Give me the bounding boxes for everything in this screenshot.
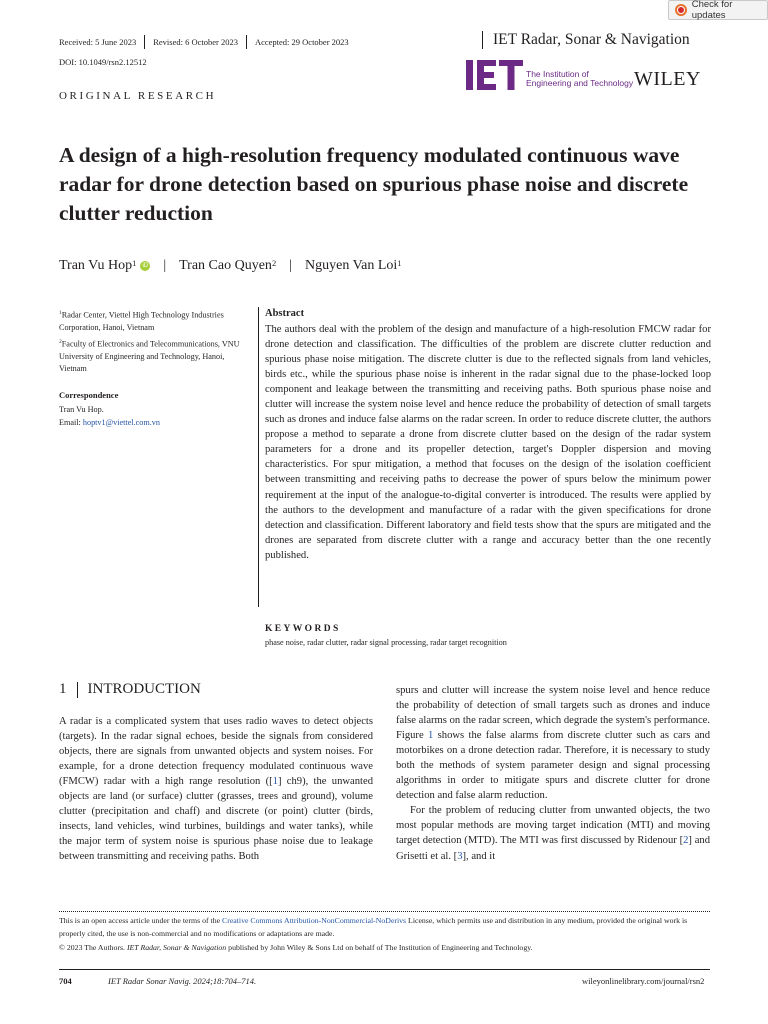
author-affiliation-mark: 1 xyxy=(132,258,137,268)
publisher-logo: WILEY xyxy=(634,68,701,90)
email-link[interactable]: hoptv1@viettel.com.vn xyxy=(82,418,160,427)
license-note xyxy=(59,915,711,940)
abstract-divider xyxy=(258,307,259,607)
iet-logo-line2: Engineering and Technology xyxy=(526,77,634,88)
correspondence-heading: Correspondence xyxy=(59,390,119,400)
journal-url[interactable]: wileyonlinelibrary.com/journal/rsn2 xyxy=(582,976,705,986)
iet-logo-text xyxy=(526,70,633,88)
abstract-text: The authors deal with the problem of the design and manufacture of a high-resolution FMCW radar for drone detection and classification. The difficulties of the problem are discrete clutter reduction and spurious phase noise mitigation. The discrete clutter is due to the reflected signals from land vehicles, birds etc., while the spurious phase noise is inherent in the radar signal due to the phase-locked loop component and leakage between the transmitting and receiving paths. Both spurious phase noise and clutter will increase the system noise level and hence reduce the probability of detection of small targets such as drones and induce false alarms on the radar screen. In order to reduce discrete clutter, the authors propose a method to separate a drone from discrete clutter based on the design of the radar system parameters for a drone and its propeller detection, target's Doppler dispersion and moving characteristics. For spur mitigation, a method that focuses on the design of the isolation coefficient between transmitting and receiving paths to decrease the power of spurs below the minimum power requirement at the input of the analogue-to-digital converter is introduced. The results were applied by the authors to the development and manufacture of a radar with the given specifications for drone detection and classification. Different laboratory and field tests show that the spurs are mitigated and the drones are separated from discrete clutter with a range and accuracy better than the one recently published. xyxy=(265,324,711,561)
affiliation-mark: 2 xyxy=(59,339,62,345)
affiliation xyxy=(59,336,249,375)
body-column-right xyxy=(396,683,710,864)
section-number: 1 xyxy=(59,681,67,697)
article-title: A design of a high-resolution frequency modulated continuous wave radar for drone detection based on spurious phase noise and discrete clutter reduction xyxy=(59,143,689,225)
body-text: ] ch9), the unwanted objects are land (or surface) clutter (grasses, trees and ground), volume clutter (precipitation and chaff) and discrete (or point) clutter (birds, insects, land vehicles, wind turbines, buildings and water tanks), while the major term of system noise is spurious phase noise due to leakage between transmitting and receiving paths. Both xyxy=(59,776,373,863)
author-affiliation-mark: 1 xyxy=(397,258,402,268)
body-column-left xyxy=(59,714,373,864)
journal-divider xyxy=(482,31,483,49)
journal-name xyxy=(482,31,690,49)
citation-link[interactable]: 2 xyxy=(683,835,689,847)
body-paragraph xyxy=(59,714,373,864)
body-paragraph xyxy=(396,803,710,863)
citation-text: IET Radar Sonar Navig. 2024;18:704–714. xyxy=(108,976,257,986)
page-number: 704 xyxy=(59,976,72,986)
revised-date: Revised: 6 October 2023 xyxy=(153,37,238,47)
copyright-text: published by John Wiley & Sons Ltd on behalf of The Institution of Engineering and Technology. xyxy=(226,943,533,952)
date-divider xyxy=(144,35,145,49)
license-text: This is an open access article under the terms of the xyxy=(59,916,223,925)
section-heading xyxy=(59,681,201,698)
affiliation-text: Faculty of Electronics and Telecommunications, VNU University of Engineering and Technology, Hanoi, Vietnam xyxy=(59,339,240,373)
section-title: INTRODUCTION xyxy=(87,681,201,697)
body-text: ] and Grisetti et al. [ xyxy=(396,835,710,862)
section-divider xyxy=(77,682,78,698)
author-list xyxy=(59,258,402,274)
crossmark-icon xyxy=(675,4,687,16)
body-paragraph xyxy=(396,683,710,803)
copyright-text: © 2023 The Authors. xyxy=(59,943,127,952)
author-name[interactable]: Tran Cao Quyen xyxy=(179,258,272,273)
affiliation-mark: 1 xyxy=(59,310,62,316)
license-link[interactable]: Creative Commons Attribution-NonCommercial-NoDerivs xyxy=(222,916,407,925)
correspondence-email xyxy=(59,418,160,427)
copyright-journal: IET Radar, Sonar & Navigation xyxy=(126,943,227,952)
body-text: ], and it xyxy=(462,850,496,862)
body-text: For the problem of reducing clutter from unwanted objects, the two most popular methods are moving target indication (MTI) and moving target detection (MTD). The MTI was first discussed by Ridenour [ xyxy=(396,805,710,847)
body-text: A radar is a complicated system that uses radio waves to detect objects (targets). In the radar signal echoes, beside the signals from considered objects, there are signals from unwanted objects and system noises. For example, for a drone detection frequency modulated continuous wave (FMCW) radar with a high range resolution ([ xyxy=(59,716,373,788)
author-name[interactable]: Nguyen Van Loi xyxy=(305,258,398,273)
author-name[interactable]: Tran Vu Hop xyxy=(59,258,133,273)
accepted-date: Accepted: 29 October 2023 xyxy=(254,37,349,47)
abstract-heading: Abstract xyxy=(265,308,305,319)
check-for-updates-label: Check for updates xyxy=(691,0,733,21)
check-for-updates-button[interactable] xyxy=(668,0,768,20)
journal-citation xyxy=(108,976,256,986)
received-date: Received: 5 June 2023 xyxy=(59,37,137,47)
footer-divider xyxy=(59,969,710,970)
doi: DOI: 10.1049/rsn2.12512 xyxy=(59,57,147,67)
iet-logo-line1: The Institution of xyxy=(526,69,589,79)
keywords-heading: KEYWORDS xyxy=(265,624,341,634)
copyright-note xyxy=(59,943,711,952)
keywords-list: phase noise, radar clutter, radar signal processing, radar target recognition xyxy=(265,638,507,647)
orcid-icon[interactable]: iD xyxy=(140,261,150,271)
citation-link[interactable]: 3 xyxy=(457,850,463,862)
journal-title: IET Radar, Sonar & Navigation xyxy=(493,31,690,48)
author-separator: | xyxy=(163,258,167,273)
body-text: shows the false alarms from discrete clutter such as cars and motorbikes on a drone detection radar. Therefore, it is necessary to study both the methods of system parameter design and signal processing algorithms in order to mitigate spurs and discrete clutter for drone detection and false alarm reduction. xyxy=(396,730,710,802)
email-label: Email: xyxy=(59,418,83,427)
figure-link[interactable]: 1 xyxy=(428,730,434,742)
date-divider xyxy=(246,35,247,49)
article-type: ORIGINAL RESEARCH xyxy=(59,90,217,102)
author-separator: | xyxy=(289,258,292,273)
article-dates xyxy=(59,35,349,49)
citation-link[interactable]: 1 xyxy=(272,776,278,788)
footnote-divider xyxy=(59,911,710,912)
license-text: License, which permits use and distribution in any medium, provided the original work is properly cited, the use is non-commercial and no modifications or adaptations are made. xyxy=(59,916,688,938)
affiliation xyxy=(59,307,249,334)
correspondence-name: Tran Vu Hop. xyxy=(59,405,104,414)
affiliation-text: Radar Center, Viettel High Technology Industries Corporation, Hanoi, Vietnam xyxy=(59,310,224,332)
author-affiliation-mark: 2 xyxy=(271,258,277,268)
iet-logo-icon xyxy=(466,60,524,90)
body-text: spurs and clutter will increase the system noise level and hence reduce the probability of detection of small targets such as drones and induce false alarms on the radar screen, which degrade the system's performance. Figure xyxy=(396,685,710,742)
